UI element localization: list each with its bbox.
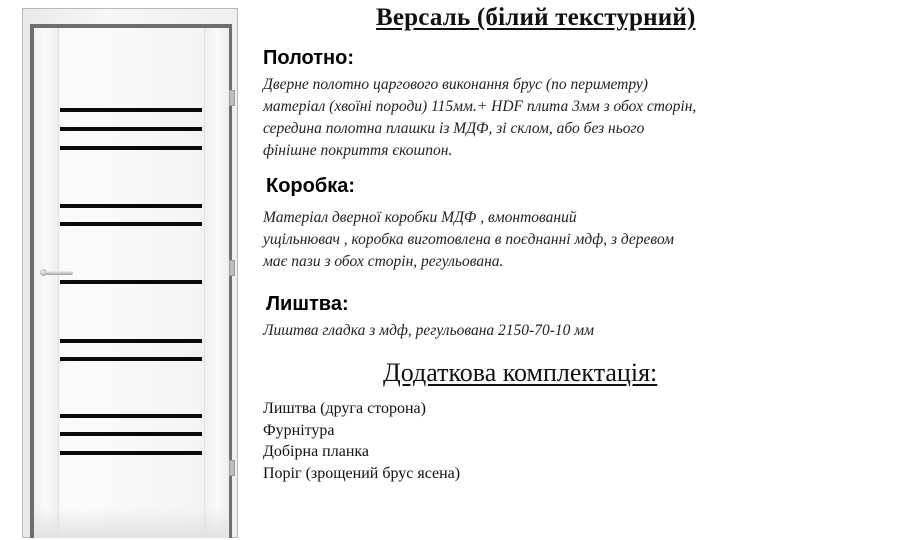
section-heading-frame: Коробка:	[266, 175, 356, 197]
glass-strip	[60, 204, 202, 208]
glass-strip	[60, 414, 202, 418]
section-text-frame	[263, 207, 674, 273]
page-title: Версаль (білий текстурний)	[376, 4, 696, 31]
glass-strip	[60, 127, 202, 131]
text-line: матеріал (хвоїні породи) 115мм.+ HDF плита 3мм з обох сторін,	[263, 98, 697, 115]
glass-strip	[60, 146, 202, 150]
text-line: має пази з обох сторін, регульована.	[263, 253, 504, 270]
door-stile-right	[204, 28, 229, 538]
glass-strip	[60, 280, 202, 284]
door-hinge	[229, 260, 235, 276]
glass-strip	[60, 222, 202, 226]
section-text-leaf	[263, 74, 696, 162]
text-line: Матеріал дверної коробки МДФ , вмонтований	[263, 209, 577, 226]
list-item: Лиштва (друга сторона)	[263, 400, 426, 417]
door-stile-left	[34, 28, 59, 538]
list-item: Добірна планка	[263, 443, 370, 460]
list-item: Фурнітура	[263, 421, 335, 439]
section-heading-casing: Лиштва:	[266, 293, 349, 315]
glass-strip	[60, 339, 202, 343]
extra-list	[263, 398, 460, 484]
glass-strip	[60, 451, 202, 455]
text-line: ущільнювач , коробка виготовлена в поєднанні мдф, з деревом	[263, 231, 675, 248]
door-handle-icon	[40, 270, 74, 276]
list-item: Поріг (зрощений брус ясена)	[263, 464, 461, 482]
section-heading-leaf: Полотно:	[263, 47, 355, 69]
glass-strip	[60, 357, 202, 361]
door-hinge	[229, 90, 235, 106]
text-line: фінішне покриття єкошпон.	[263, 142, 453, 159]
section-text-casing	[263, 320, 594, 342]
glass-strip	[60, 108, 202, 112]
door-hinge	[229, 460, 235, 476]
text-line: Дверне полотно царгового виконання брус (по периметру)	[263, 76, 648, 93]
text-line: середина полотна плашки із МДФ, зі склом, або без нього	[263, 120, 645, 137]
extra-heading: Додаткова комплектація:	[383, 358, 658, 387]
glass-strip	[60, 432, 202, 436]
door-illustration	[22, 8, 240, 538]
text-line: Лиштва гладка з мдф, регульована 2150-70-10 мм	[263, 322, 595, 339]
